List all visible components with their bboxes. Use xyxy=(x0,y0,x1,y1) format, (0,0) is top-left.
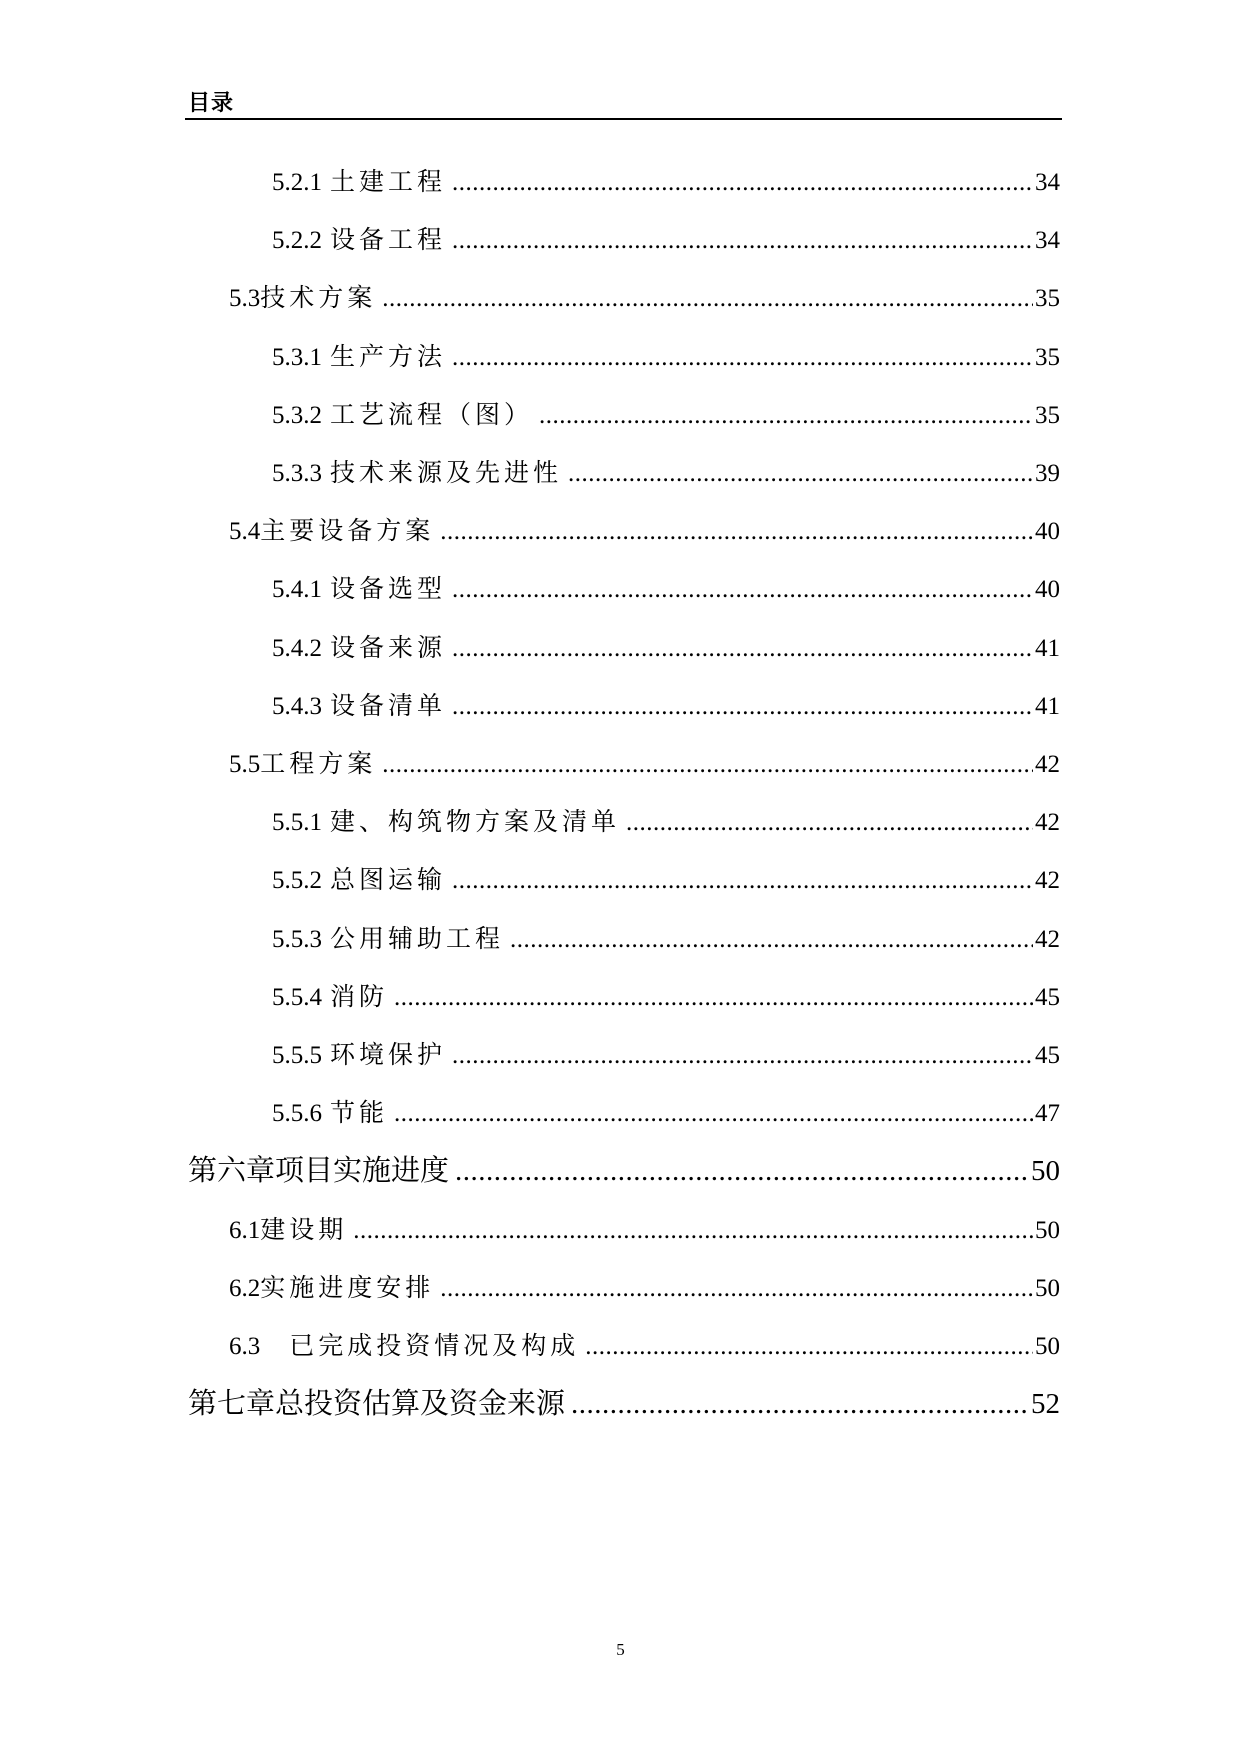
toc-leader-dots xyxy=(452,1042,1033,1070)
toc-entry-title: 土建工程 xyxy=(330,169,447,196)
toc-entry-number: 第六章 xyxy=(188,1153,276,1188)
toc-entry[interactable] xyxy=(272,1093,1060,1129)
toc-entry-title: 节能 xyxy=(330,1100,389,1128)
toc-entry-page: 34 xyxy=(1035,169,1060,196)
toc-leader-dots xyxy=(394,984,1033,1012)
toc-entry[interactable] xyxy=(272,1035,1060,1071)
toc-entry[interactable] xyxy=(272,977,1060,1013)
toc-entry-number: 5.3 xyxy=(229,285,261,313)
toc-entry-page: 35 xyxy=(1035,401,1060,429)
toc-entry-title: 公用辅助工程 xyxy=(330,925,505,953)
toc-entry-title: 工程方案 xyxy=(260,751,377,778)
toc-entry-title: 生产方法 xyxy=(330,343,447,371)
toc-leader-dots xyxy=(382,285,1033,313)
toc-entry-title: 技术方案 xyxy=(260,285,377,313)
toc-entry-title: 技术来源及先进性 xyxy=(330,460,563,487)
toc-entry-number: 5.2.1 xyxy=(272,169,322,196)
header-divider xyxy=(185,118,1062,120)
toc-entry[interactable] xyxy=(229,1210,1060,1246)
toc-entry-title: 实施进度安排 xyxy=(260,1274,435,1302)
toc-entry-number: 5.2.2 xyxy=(272,227,322,255)
toc-entry-page: 34 xyxy=(1035,227,1060,255)
toc-leader-dots xyxy=(440,518,1033,546)
toc-entry-page: 42 xyxy=(1035,809,1060,837)
toc-leader-dots xyxy=(353,1217,1033,1245)
toc-entry-title: 总投资估算及资金来源 xyxy=(275,1386,566,1421)
toc-entry-page: 50 xyxy=(1031,1155,1060,1188)
toc-entry-number: 5.5 xyxy=(229,751,261,778)
toc-entry-page: 41 xyxy=(1035,634,1060,662)
toc-entry-number: 5.5.3 xyxy=(272,925,322,953)
toc-entry-page: 40 xyxy=(1035,576,1060,604)
toc-entry-page: 45 xyxy=(1035,1042,1060,1069)
toc-entry-number: 第七章 xyxy=(188,1386,276,1421)
toc-entry-title: 消防 xyxy=(330,983,389,1011)
toc-leader-dots xyxy=(452,635,1033,663)
toc-leader-dots xyxy=(455,1155,1029,1188)
toc-entry-number: 5.3.1 xyxy=(272,343,322,371)
toc-entry-title: 设备选型 xyxy=(330,576,447,604)
toc-entry-page: 52 xyxy=(1031,1388,1060,1421)
toc-entry-page: 50 xyxy=(1035,1333,1060,1360)
toc-entry[interactable] xyxy=(272,337,1060,373)
toc-entry-page: 42 xyxy=(1035,751,1060,778)
toc-entry-page: 47 xyxy=(1035,1100,1060,1128)
toc-entry-title: 建、构筑物方案及清单 xyxy=(330,809,621,837)
toc-leader-dots xyxy=(571,1388,1029,1421)
toc-entry-title: 主要设备方案 xyxy=(260,518,435,546)
toc-entry-number: 5.5.2 xyxy=(272,867,322,895)
toc-entry-title: 设备清单 xyxy=(330,692,447,720)
toc-entry-number: 6.2 xyxy=(229,1274,261,1302)
toc-entry-title: 建设期 xyxy=(260,1216,348,1244)
toc-entry-title: 总图运输 xyxy=(330,867,447,895)
toc-entry-number: 5.3.3 xyxy=(272,460,322,487)
toc-entry-title: 设备来源 xyxy=(330,634,447,662)
toc-leader-dots xyxy=(452,693,1033,721)
toc-leader-dots xyxy=(452,576,1033,604)
toc-entry[interactable] xyxy=(272,860,1060,896)
toc-leader-dots xyxy=(452,227,1033,255)
toc-entry[interactable] xyxy=(272,628,1060,664)
toc-entry-title: 项目实施进度 xyxy=(275,1153,450,1188)
toc-entry[interactable] xyxy=(229,1268,1060,1304)
toc-entry-number: 5.5.6 xyxy=(272,1100,322,1128)
toc-entry-title: 工艺流程（图） xyxy=(330,401,534,429)
toc-entry[interactable] xyxy=(229,511,1060,547)
toc-entry-number: 5.4.3 xyxy=(272,692,322,720)
toc-leader-dots xyxy=(394,1100,1033,1128)
toc-entry-page: 45 xyxy=(1035,983,1060,1011)
toc-entry-number: 5.5.1 xyxy=(272,809,322,837)
toc-entry-page: 35 xyxy=(1035,285,1060,313)
toc-leader-dots xyxy=(452,867,1033,895)
toc-leader-dots xyxy=(585,1333,1033,1361)
toc-entry[interactable] xyxy=(188,1381,1060,1421)
toc-entry-page: 42 xyxy=(1035,925,1060,953)
toc-entry-number: 6.1 xyxy=(229,1216,261,1244)
toc-entry-page: 50 xyxy=(1035,1216,1060,1244)
toc-leader-dots xyxy=(440,1275,1033,1303)
toc-leader-dots xyxy=(539,402,1033,430)
toc-entry-number: 5.4 xyxy=(229,518,261,546)
toc-entry-number: 5.5.5 xyxy=(272,1042,322,1069)
toc-leader-dots xyxy=(452,169,1033,197)
toc-entry-page: 50 xyxy=(1035,1274,1060,1302)
toc-entry[interactable] xyxy=(272,220,1060,256)
toc-entry-number: 6.3 xyxy=(229,1333,261,1360)
toc-entry[interactable] xyxy=(229,1326,1060,1362)
toc-entry[interactable] xyxy=(272,802,1060,838)
toc-entry-page: 42 xyxy=(1035,867,1060,895)
toc-entry[interactable] xyxy=(272,919,1060,955)
toc-entry-title: 已完成投资情况及构成 xyxy=(260,1333,580,1360)
toc-entry-number: 5.5.4 xyxy=(272,983,322,1011)
toc-leader-dots xyxy=(452,344,1033,372)
toc-entry-page: 40 xyxy=(1035,518,1060,546)
toc-leader-dots xyxy=(568,460,1033,488)
toc-entry-title: 设备工程 xyxy=(330,227,447,255)
toc-entry[interactable] xyxy=(272,686,1060,722)
toc-entry-number: 5.4.1 xyxy=(272,576,322,604)
toc-entry[interactable] xyxy=(229,744,1060,780)
page-number: 5 xyxy=(616,1640,625,1659)
toc-entry[interactable] xyxy=(272,162,1060,198)
toc-entry-page: 35 xyxy=(1035,343,1060,371)
toc-entry-title: 环境保护 xyxy=(330,1042,447,1069)
toc-entry-number: 5.4.2 xyxy=(272,634,322,662)
toc-entry-number: 5.3.2 xyxy=(272,401,322,429)
toc-leader-dots xyxy=(626,809,1033,837)
toc-entry-page: 39 xyxy=(1035,460,1060,487)
toc-leader-dots xyxy=(510,926,1033,954)
toc-entry[interactable] xyxy=(272,569,1060,605)
toc-entry[interactable] xyxy=(188,1148,1060,1188)
toc-entry[interactable] xyxy=(272,453,1060,489)
header-title: 目录 xyxy=(188,91,235,116)
toc-entry[interactable] xyxy=(272,395,1060,431)
toc-entry-page: 41 xyxy=(1035,692,1060,720)
toc-leader-dots xyxy=(382,751,1033,779)
toc-entry[interactable] xyxy=(229,278,1060,314)
